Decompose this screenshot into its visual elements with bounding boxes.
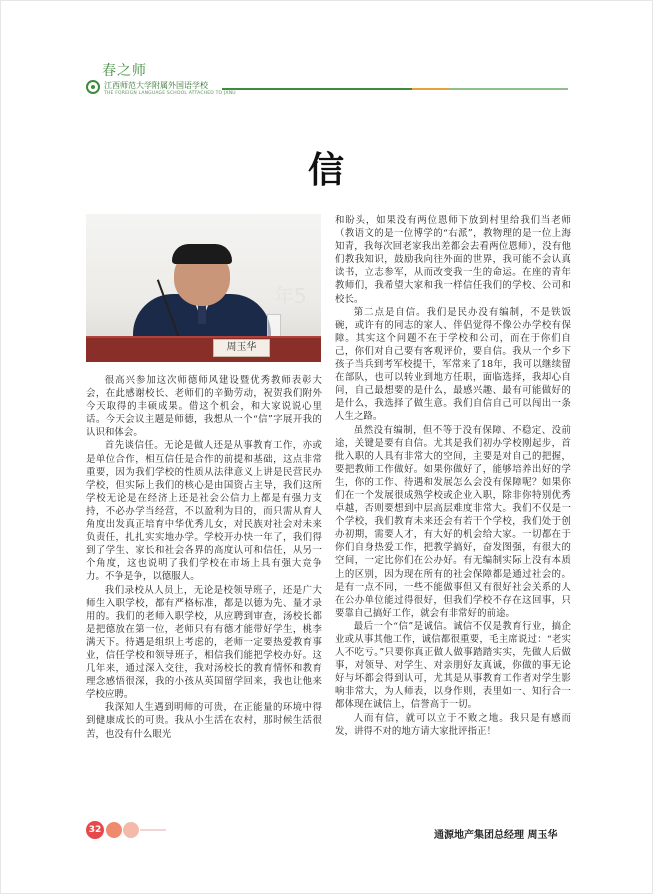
footer-dot (106, 822, 122, 838)
header-rule-light (450, 88, 568, 90)
article-title: 信 (308, 149, 345, 191)
school-name: 江西师范大学附属外国语学校 (104, 81, 208, 90)
photo-wall-text: 年5 (274, 284, 307, 308)
footer-dot (123, 822, 139, 838)
paragraph: 我们录校从人员上，无论是校领导班子，还是广大师生入职学校，都有严格标准，都是以德为先、量才录用的。我们的老师入职学校，从应聘到审查，汤校长都是把德放在第一位，老师只有有德才能带好学生，桃李满天下。待遇是组织上考虑的，老师一定要热爱教育事业，信任学校和领导班子，相信我们能把学校办好。这几年来，通过深入交往，我对汤校长的教育情怀和教育理念感悟很深，我的小孩从英国留学回来，我也让他来学校应聘。 (86, 584, 322, 701)
paragraph: 虽然没有编制，但不等于没有保障、不稳定、没前途，关键是要有自信。尤其是我们初办学校刚起步，首批入职的人具有非常大的空间，主要是对自己的把握，要把教师工作做好。如果你做好了，能够培养出好的学生，你的工作、待遇和发展怎么会没有保障呢？如果你们在一个发展很成熟学校或企业入职，除非你特别优秀卓越，否则要想到中层高层难度非常大。我们不仅是一个学校，我们教育未来还会有若干个学校，我们处于创办初期，需要人才，有大好的机会给大家。一切都在于你们自身热爱工作，把教学搞好，奋发图强，有很大的空间，一定比你们在公办好。有无编制实际上没有本质上的区别，因为现在所有的社会保障都是通过社会的。是有一点不同，一些不能做事但又有很好社会关系的人在公办单位能过得很好，但我们学校不存在这回事，只要靠自己搞好工作，就会有非常好的前途。 (335, 424, 571, 619)
photo-nameplate: 周玉华 (213, 339, 270, 357)
paragraph: 我深知人生遇到明师的可贵，在正能量的环境中得到健康成长的可贵。我从小生活在农村，那时候生活很苦，也没有什么眼光 (86, 702, 322, 740)
paragraph-continuation: 和盼头，如果没有两位恩师下放到村里给我们当老师（教语文的是一位博学的“右派”，教物理的是一位上海知青，我每次回老家我出差都会去看两位恩师），没有他们教我知识，鼓励我向往外面的世界，我可能不会认真读书，立志参军，从而改变我一生的命运。在座的青年教师们，我希望大家和我一样信任我们的学校、公司和校长。 (335, 215, 571, 305)
paragraph: 首先谈信任。无论是做人还是从事教育工作，亦或是单位合作，相互信任是合作的前提和基础，这点非常重要，因为我们学校的性质从法律意义上讲是民营民办学校，但实际上我们的核心是由国资占主导，我们这所学校无论是在经济上还是社会公信力上都是有强力支持，不必办学当经营，不以盈利为目的，而只需从育人角度出发真正培育中华优秀儿女，对民族对社会对未来负责任，扎扎实实地办学。学校开办快一年了，我们得到了学生、家长和社会各界的高度认可和信任，从另一个角度，这也说明了我们学校在市场上具有强大竞争力。不争是争，以德服人。 (86, 440, 322, 583)
photo-table (86, 338, 321, 362)
paragraph: 最后一个“信”是诚信。诚信不仅是教育行业，搞企业或从事其他工作，诚信都很重要，毛主席说过：“老实人不吃亏。”只要你真正做人做事踏踏实实，先做人后做事，对领导、对学生、对亲朋好友真诚，你做的事无论好与坏都会得到认可，尤其是从事教育工作者对学生影响非常大，为人师表，以身作则，表里如一、知行合一都体现在诚信上，信誉高于一切。 (335, 620, 571, 711)
page-number: 32 (86, 821, 104, 839)
paragraph: 很高兴参加这次师德师风建设暨优秀教师表彰大会，在此感谢校长、老师们的辛勤劳动，祝贺我们附外今天取得的丰硕成果。借这个机会，和大家说说心里话。今天会议主题是师德，我想从一个“信”字展开我的认识和体会。 (86, 375, 322, 439)
header-rule-green (222, 88, 412, 90)
school-name-en: THE FOREIGN LANGUAGE SCHOOL ATTACHED TO JXNU (104, 91, 236, 96)
photo-hair (172, 244, 232, 264)
header-rule-orange (412, 88, 450, 90)
author-signature: 通源地产集团总经理 周玉华 (434, 830, 558, 841)
article-column-left (86, 374, 322, 741)
paragraph: 第二点是自信。我们是民办没有编制，不是铁饭碗，或许有的同志的家人、伴侣觉得不像公办学校有保障。其实这个问题不在于学校和公司，而在于你们自己，你们对自己要有客观评价，要自信。我从一个乡下孩子当兵到考军校提干，军常来了18年，我可以继续留在部队，也可以转业到地方任职，面临选择，我却心自问，自己最想要的是什么，最感兴趣、最有可能做好的是什么，我选择了做生意。我们自信自己可以闯出一条人生之路。 (335, 306, 571, 423)
magazine-brand: 春之师 (102, 63, 147, 79)
paragraph: 人而有信，就可以立于不败之地。我只是有感而发，讲得不对的地方请大家批评指正！ (335, 712, 571, 737)
article-column-right (335, 214, 571, 738)
footer-rule (140, 829, 166, 831)
school-logo-icon (86, 80, 100, 94)
speaker-photo (86, 214, 321, 362)
